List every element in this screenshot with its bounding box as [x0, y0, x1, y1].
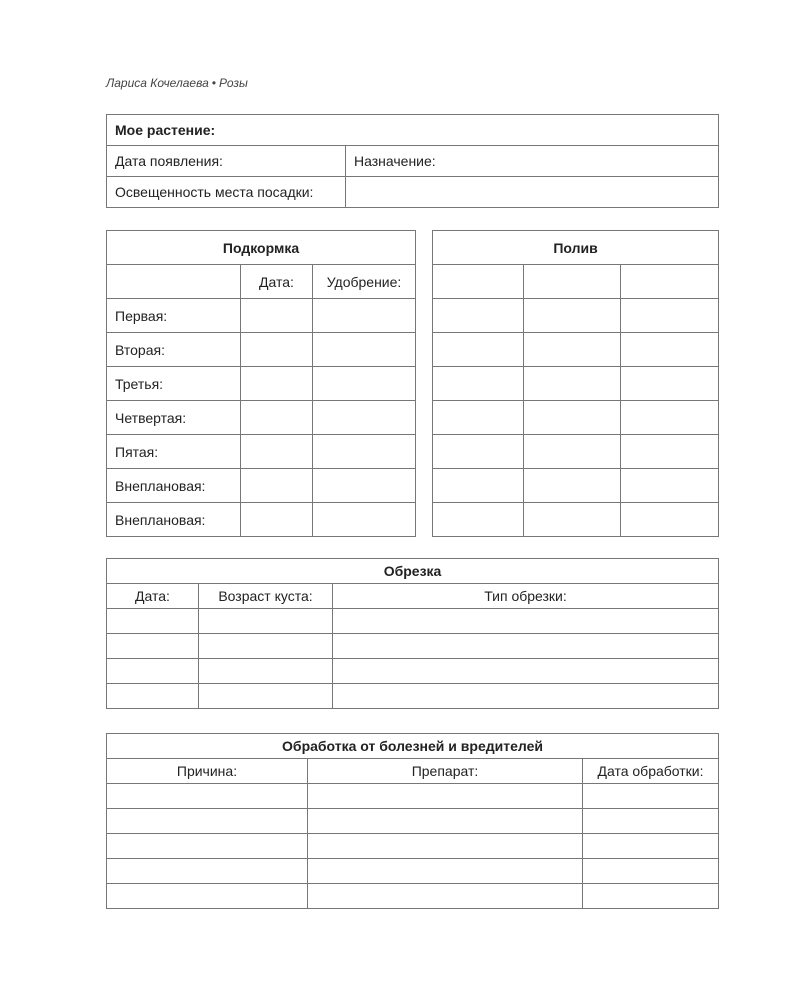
feeding-date-header: Дата:: [241, 265, 313, 299]
feeding-fertilizer-cell[interactable]: [313, 333, 416, 367]
page-header: [106, 76, 248, 90]
feeding-row-label: Третья:: [107, 367, 241, 401]
watering-table: [432, 230, 719, 537]
pruning-cell[interactable]: [107, 634, 199, 659]
treatment-cell[interactable]: [107, 809, 308, 834]
pruning-cell[interactable]: [199, 684, 333, 709]
pruning-cell[interactable]: [107, 659, 199, 684]
treatment-cell[interactable]: [583, 834, 719, 859]
watering-cell[interactable]: [524, 503, 621, 537]
pruning-cell[interactable]: [333, 634, 719, 659]
feeding-row-label: Внеплановая:: [107, 503, 241, 537]
treatment-cell[interactable]: [107, 784, 308, 809]
feeding-fertilizer-cell[interactable]: [313, 401, 416, 435]
watering-cell[interactable]: [621, 367, 719, 401]
treatment-cell[interactable]: [583, 884, 719, 909]
watering-cell[interactable]: [524, 367, 621, 401]
watering-cell[interactable]: [621, 503, 719, 537]
plant-info-table: [106, 114, 719, 208]
feeding-title: Подкормка: [107, 231, 416, 265]
feeding-fertilizer-cell[interactable]: [313, 469, 416, 503]
separator-dot: •: [211, 76, 216, 90]
watering-cell[interactable]: [621, 299, 719, 333]
pruning-type-header: Тип обрезки:: [333, 584, 719, 609]
watering-cell[interactable]: [524, 333, 621, 367]
treatment-cell[interactable]: [107, 859, 308, 884]
watering-cell[interactable]: [621, 333, 719, 367]
pruning-date-header: Дата:: [107, 584, 199, 609]
treatment-cell[interactable]: [308, 834, 583, 859]
feeding-date-cell[interactable]: [241, 435, 313, 469]
feeding-fertilizer-header: Удобрение:: [313, 265, 416, 299]
feeding-fertilizer-cell[interactable]: [313, 367, 416, 401]
feeding-row-label: Пятая:: [107, 435, 241, 469]
feeding-fertilizer-cell[interactable]: [313, 299, 416, 333]
feeding-corner-cell: [107, 265, 241, 299]
pruning-title: Обрезка: [107, 559, 719, 584]
treatment-cell[interactable]: [107, 884, 308, 909]
watering-cell[interactable]: [433, 333, 524, 367]
treatment-table: [106, 733, 719, 909]
pruning-table: [106, 558, 719, 709]
watering-cell[interactable]: [524, 299, 621, 333]
watering-title: Полив: [433, 231, 719, 265]
purpose-field[interactable]: Назначение:: [346, 146, 719, 177]
watering-cell[interactable]: [524, 435, 621, 469]
plant-title: Мое растение:: [107, 115, 719, 146]
treatment-cell[interactable]: [583, 809, 719, 834]
feeding-date-cell[interactable]: [241, 401, 313, 435]
pruning-cell[interactable]: [199, 634, 333, 659]
pruning-cell[interactable]: [199, 609, 333, 634]
pruning-cell[interactable]: [107, 609, 199, 634]
pruning-age-header: Возраст куста:: [199, 584, 333, 609]
watering-cell[interactable]: [621, 401, 719, 435]
feeding-date-cell[interactable]: [241, 469, 313, 503]
watering-cell[interactable]: [433, 265, 524, 299]
treatment-drug-header: Препарат:: [308, 759, 583, 784]
feeding-date-cell[interactable]: [241, 333, 313, 367]
light-field[interactable]: [346, 177, 719, 208]
treatment-cell[interactable]: [107, 834, 308, 859]
pruning-cell[interactable]: [107, 684, 199, 709]
pruning-cell[interactable]: [199, 659, 333, 684]
appearance-date-field[interactable]: Дата появления:: [107, 146, 346, 177]
watering-cell[interactable]: [433, 469, 524, 503]
treatment-cell[interactable]: [308, 884, 583, 909]
pruning-cell[interactable]: [333, 609, 719, 634]
treatment-cell[interactable]: [308, 784, 583, 809]
treatment-cell[interactable]: [583, 784, 719, 809]
watering-cell[interactable]: [524, 401, 621, 435]
treatment-title: Обработка от болезней и вредителей: [107, 734, 719, 759]
feeding-row-label: Четвертая:: [107, 401, 241, 435]
feeding-date-cell[interactable]: [241, 503, 313, 537]
feeding-date-cell[interactable]: [241, 367, 313, 401]
feeding-table: [106, 230, 416, 537]
watering-cell[interactable]: [433, 401, 524, 435]
book-title: Розы: [218, 76, 248, 90]
watering-cell[interactable]: [621, 469, 719, 503]
watering-cell[interactable]: [524, 265, 621, 299]
treatment-reason-header: Причина:: [107, 759, 308, 784]
pruning-cell[interactable]: [333, 659, 719, 684]
watering-cell[interactable]: [621, 265, 719, 299]
feeding-row-label: Вторая:: [107, 333, 241, 367]
feeding-row-label: Внеплановая:: [107, 469, 241, 503]
treatment-date-header: Дата обработки:: [583, 759, 719, 784]
treatment-cell[interactable]: [583, 859, 719, 884]
feeding-fertilizer-cell[interactable]: [313, 435, 416, 469]
feeding-date-cell[interactable]: [241, 299, 313, 333]
treatment-cell[interactable]: [308, 859, 583, 884]
author-name: Лариса Кочелаева: [106, 76, 209, 90]
feeding-fertilizer-cell[interactable]: [313, 503, 416, 537]
watering-cell[interactable]: [433, 367, 524, 401]
watering-cell[interactable]: [621, 435, 719, 469]
light-label: Освещенность места посадки:: [107, 177, 346, 208]
watering-cell[interactable]: [524, 469, 621, 503]
treatment-cell[interactable]: [308, 809, 583, 834]
watering-cell[interactable]: [433, 299, 524, 333]
watering-cell[interactable]: [433, 503, 524, 537]
feeding-row-label: Первая:: [107, 299, 241, 333]
watering-cell[interactable]: [433, 435, 524, 469]
pruning-cell[interactable]: [333, 684, 719, 709]
